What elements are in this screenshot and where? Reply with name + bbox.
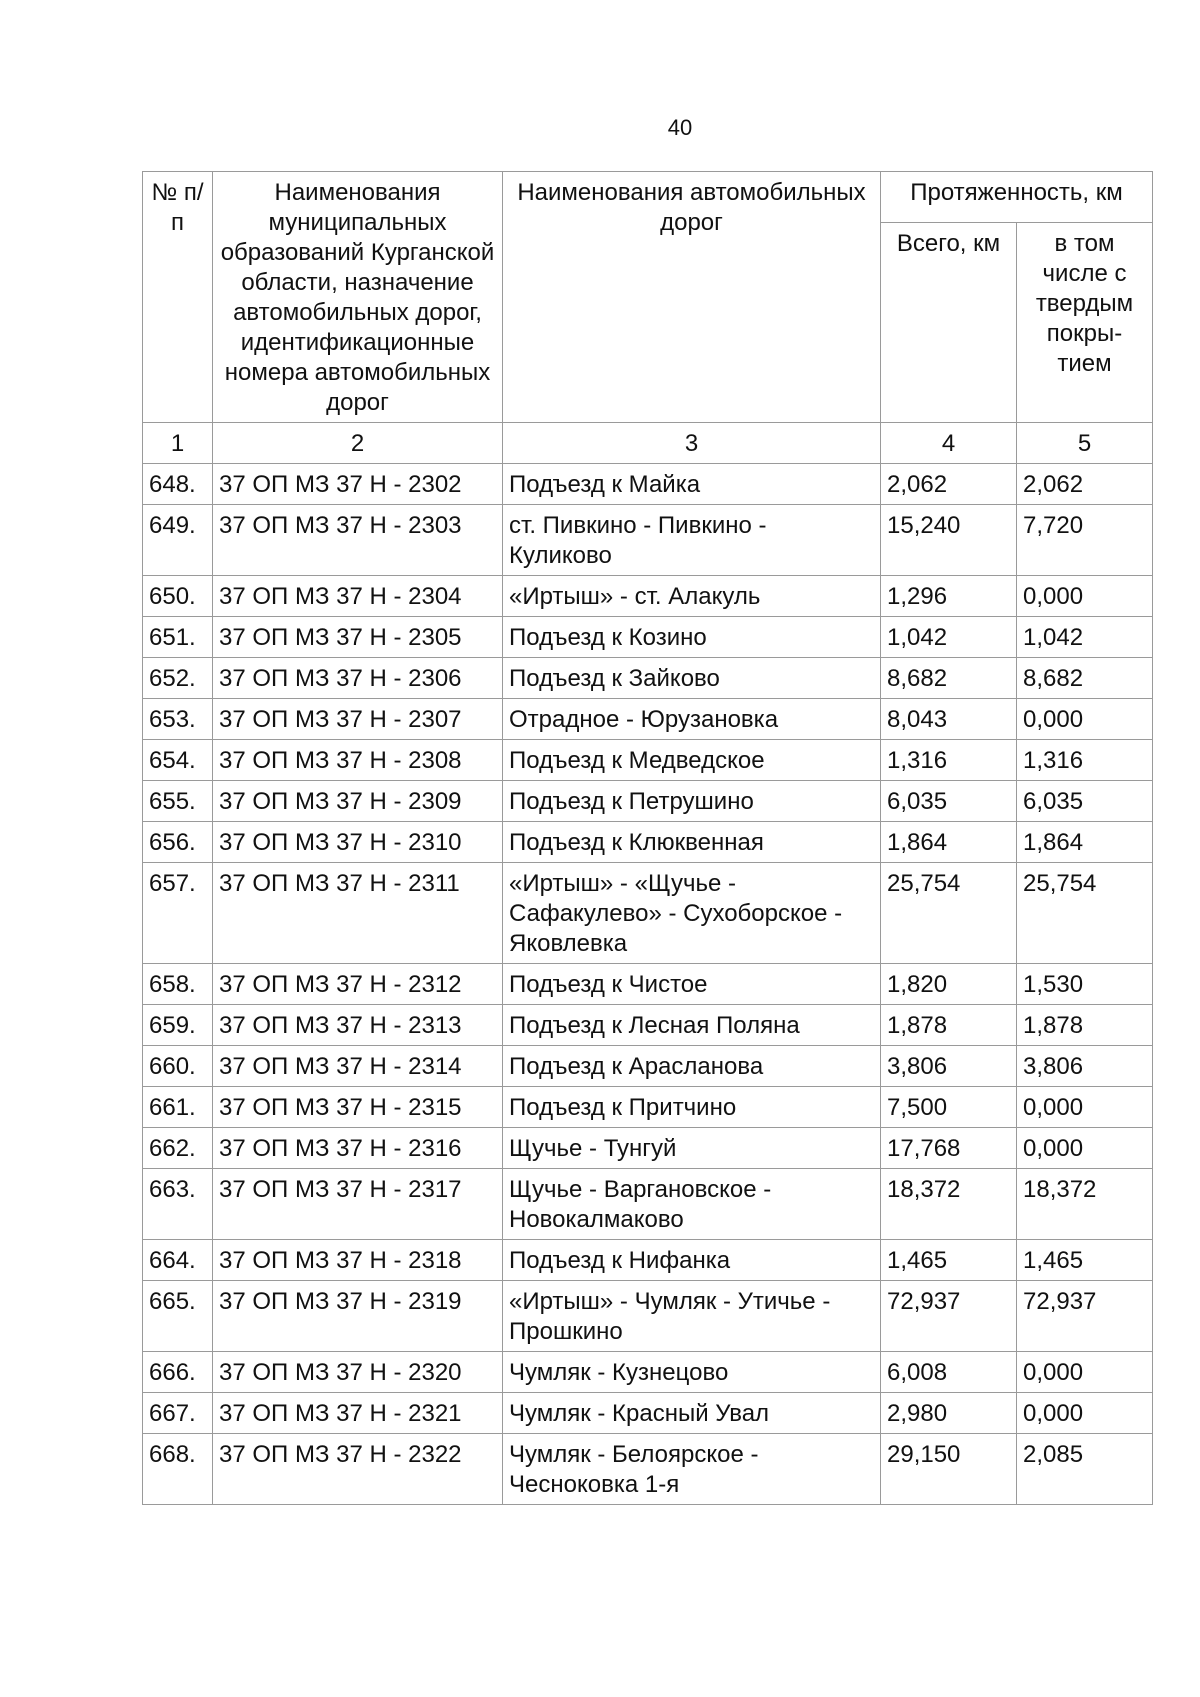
road-name: Подъезд к Зайково (503, 658, 881, 699)
header-municipal: Наименования муниципальных образований Курганской области, назначение автомобильных дорог, идентификационные номера автомобильных дорог (213, 172, 503, 423)
table-row (143, 699, 1153, 740)
length-total: 18,372 (881, 1169, 1017, 1240)
table-row (143, 863, 1153, 964)
row-number: 648. (143, 464, 213, 505)
length-total: 29,150 (881, 1434, 1017, 1505)
road-name: Подъезд к Петрушино (503, 781, 881, 822)
road-name: Чумляк - Белоярское - Чесноковка 1-я (503, 1434, 881, 1505)
length-paved: 18,372 (1017, 1169, 1153, 1240)
road-name: Подъезд к Нифанка (503, 1240, 881, 1281)
length-total: 25,754 (881, 863, 1017, 964)
length-total: 3,806 (881, 1046, 1017, 1087)
row-number: 657. (143, 863, 213, 964)
row-number: 661. (143, 1087, 213, 1128)
length-total: 1,864 (881, 822, 1017, 863)
road-name: Чумляк - Красный Увал (503, 1393, 881, 1434)
road-id: 37 ОП МЗ 37 Н - 2310 (213, 822, 503, 863)
road-name: Щучье - Тунгуй (503, 1128, 881, 1169)
road-id: 37 ОП МЗ 37 Н - 2311 (213, 863, 503, 964)
length-paved: 1,878 (1017, 1005, 1153, 1046)
road-name: Подъезд к Козино (503, 617, 881, 658)
road-id: 37 ОП МЗ 37 Н - 2302 (213, 464, 503, 505)
length-total: 6,008 (881, 1352, 1017, 1393)
length-total: 17,768 (881, 1128, 1017, 1169)
road-name: «Иртыш» - «Щучье - Сафакулево» - Сухоборское - Яковлевка (503, 863, 881, 964)
road-name: Подъезд к Лесная Поляна (503, 1005, 881, 1046)
roads-table (142, 171, 1153, 1505)
road-name: Подъезд к Арасланова (503, 1046, 881, 1087)
road-name: Подъезд к Майка (503, 464, 881, 505)
road-name: Отрадное - Юрузановка (503, 699, 881, 740)
table-row (143, 822, 1153, 863)
length-total: 72,937 (881, 1281, 1017, 1352)
table-body (143, 464, 1153, 1505)
length-total: 1,296 (881, 576, 1017, 617)
road-id: 37 ОП МЗ 37 Н - 2309 (213, 781, 503, 822)
row-number: 658. (143, 964, 213, 1005)
length-total: 1,042 (881, 617, 1017, 658)
road-id: 37 ОП МЗ 37 Н - 2316 (213, 1128, 503, 1169)
length-paved: 7,720 (1017, 505, 1153, 576)
page-number: 40 (667, 115, 693, 140)
length-paved: 1,042 (1017, 617, 1153, 658)
table-row (143, 964, 1153, 1005)
table-row (143, 1128, 1153, 1169)
road-id: 37 ОП МЗ 37 Н - 2317 (213, 1169, 503, 1240)
length-paved: 2,062 (1017, 464, 1153, 505)
length-paved: 3,806 (1017, 1046, 1153, 1087)
road-id: 37 ОП МЗ 37 Н - 2322 (213, 1434, 503, 1505)
road-id: 37 ОП МЗ 37 Н - 2319 (213, 1281, 503, 1352)
table-row (143, 617, 1153, 658)
length-paved: 1,465 (1017, 1240, 1153, 1281)
length-paved: 0,000 (1017, 699, 1153, 740)
length-paved: 72,937 (1017, 1281, 1153, 1352)
row-number: 666. (143, 1352, 213, 1393)
road-id: 37 ОП МЗ 37 Н - 2308 (213, 740, 503, 781)
road-name: Подъезд к Чистое (503, 964, 881, 1005)
row-number: 654. (143, 740, 213, 781)
length-paved: 6,035 (1017, 781, 1153, 822)
road-name: «Иртыш» - ст. Алакуль (503, 576, 881, 617)
row-number: 660. (143, 1046, 213, 1087)
row-number: 664. (143, 1240, 213, 1281)
table-row (143, 1240, 1153, 1281)
table-row (143, 576, 1153, 617)
road-id: 37 ОП МЗ 37 Н - 2306 (213, 658, 503, 699)
table-row (143, 1434, 1153, 1505)
length-total: 6,035 (881, 781, 1017, 822)
row-number: 655. (143, 781, 213, 822)
length-paved: 0,000 (1017, 1128, 1153, 1169)
row-number: 663. (143, 1169, 213, 1240)
road-id: 37 ОП МЗ 37 Н - 2305 (213, 617, 503, 658)
road-id: 37 ОП МЗ 37 Н - 2318 (213, 1240, 503, 1281)
road-id: 37 ОП МЗ 37 Н - 2315 (213, 1087, 503, 1128)
road-id: 37 ОП МЗ 37 Н - 2314 (213, 1046, 503, 1087)
column-number: 1 (143, 423, 213, 464)
row-number: 665. (143, 1281, 213, 1352)
table-row (143, 781, 1153, 822)
road-id: 37 ОП МЗ 37 Н - 2304 (213, 576, 503, 617)
header-no: № п/п (143, 172, 213, 423)
road-name: Подъезд к Клюквенная (503, 822, 881, 863)
row-number: 653. (143, 699, 213, 740)
length-paved: 0,000 (1017, 1352, 1153, 1393)
table-row (143, 1281, 1153, 1352)
table-row (143, 1005, 1153, 1046)
header-paved: в том числе с твердым покры-тием (1017, 222, 1153, 422)
road-id: 37 ОП МЗ 37 Н - 2307 (213, 699, 503, 740)
header-road-names: Наименования автомобильных дорог (503, 172, 881, 423)
road-id: 37 ОП МЗ 37 Н - 2313 (213, 1005, 503, 1046)
column-number: 2 (213, 423, 503, 464)
road-name: Подъезд к Медведское (503, 740, 881, 781)
table-row (143, 505, 1153, 576)
length-total: 2,980 (881, 1393, 1017, 1434)
length-paved: 1,316 (1017, 740, 1153, 781)
header-total: Всего, км (881, 222, 1017, 422)
length-paved: 1,530 (1017, 964, 1153, 1005)
table-row (143, 1046, 1153, 1087)
road-id: 37 ОП МЗ 37 Н - 2320 (213, 1352, 503, 1393)
row-number: 659. (143, 1005, 213, 1046)
row-number: 662. (143, 1128, 213, 1169)
row-number: 649. (143, 505, 213, 576)
length-total: 15,240 (881, 505, 1017, 576)
road-id: 37 ОП МЗ 37 Н - 2321 (213, 1393, 503, 1434)
column-number: 5 (1017, 423, 1153, 464)
length-paved: 0,000 (1017, 1087, 1153, 1128)
length-total: 1,316 (881, 740, 1017, 781)
row-number: 652. (143, 658, 213, 699)
length-total: 7,500 (881, 1087, 1017, 1128)
length-paved: 0,000 (1017, 1393, 1153, 1434)
road-name: Щучье - Варгановское - Новокалмаково (503, 1169, 881, 1240)
length-total: 2,062 (881, 464, 1017, 505)
length-paved: 8,682 (1017, 658, 1153, 699)
header-length-group: Протяженность, км (881, 172, 1153, 223)
column-number: 4 (881, 423, 1017, 464)
length-paved: 25,754 (1017, 863, 1153, 964)
column-numbers-row (143, 423, 1153, 464)
length-total: 1,878 (881, 1005, 1017, 1046)
row-number: 667. (143, 1393, 213, 1434)
road-name: Чумляк - Кузнецово (503, 1352, 881, 1393)
table-row (143, 1169, 1153, 1240)
road-name: Подъезд к Притчино (503, 1087, 881, 1128)
row-number: 668. (143, 1434, 213, 1505)
table-row (143, 740, 1153, 781)
table-row (143, 658, 1153, 699)
table-row (143, 1087, 1153, 1128)
row-number: 651. (143, 617, 213, 658)
road-name: «Иртыш» - Чумляк - Утичье - Прошкино (503, 1281, 881, 1352)
table-row (143, 1352, 1153, 1393)
length-total: 1,465 (881, 1240, 1017, 1281)
road-id: 37 ОП МЗ 37 Н - 2303 (213, 505, 503, 576)
road-name: ст. Пивкино - Пивкино - Куликово (503, 505, 881, 576)
row-number: 656. (143, 822, 213, 863)
length-total: 1,820 (881, 964, 1017, 1005)
length-total: 8,682 (881, 658, 1017, 699)
length-paved: 1,864 (1017, 822, 1153, 863)
table-row (143, 1393, 1153, 1434)
length-total: 8,043 (881, 699, 1017, 740)
column-number: 3 (503, 423, 881, 464)
road-id: 37 ОП МЗ 37 Н - 2312 (213, 964, 503, 1005)
table-row (143, 464, 1153, 505)
length-paved: 2,085 (1017, 1434, 1153, 1505)
row-number: 650. (143, 576, 213, 617)
length-paved: 0,000 (1017, 576, 1153, 617)
